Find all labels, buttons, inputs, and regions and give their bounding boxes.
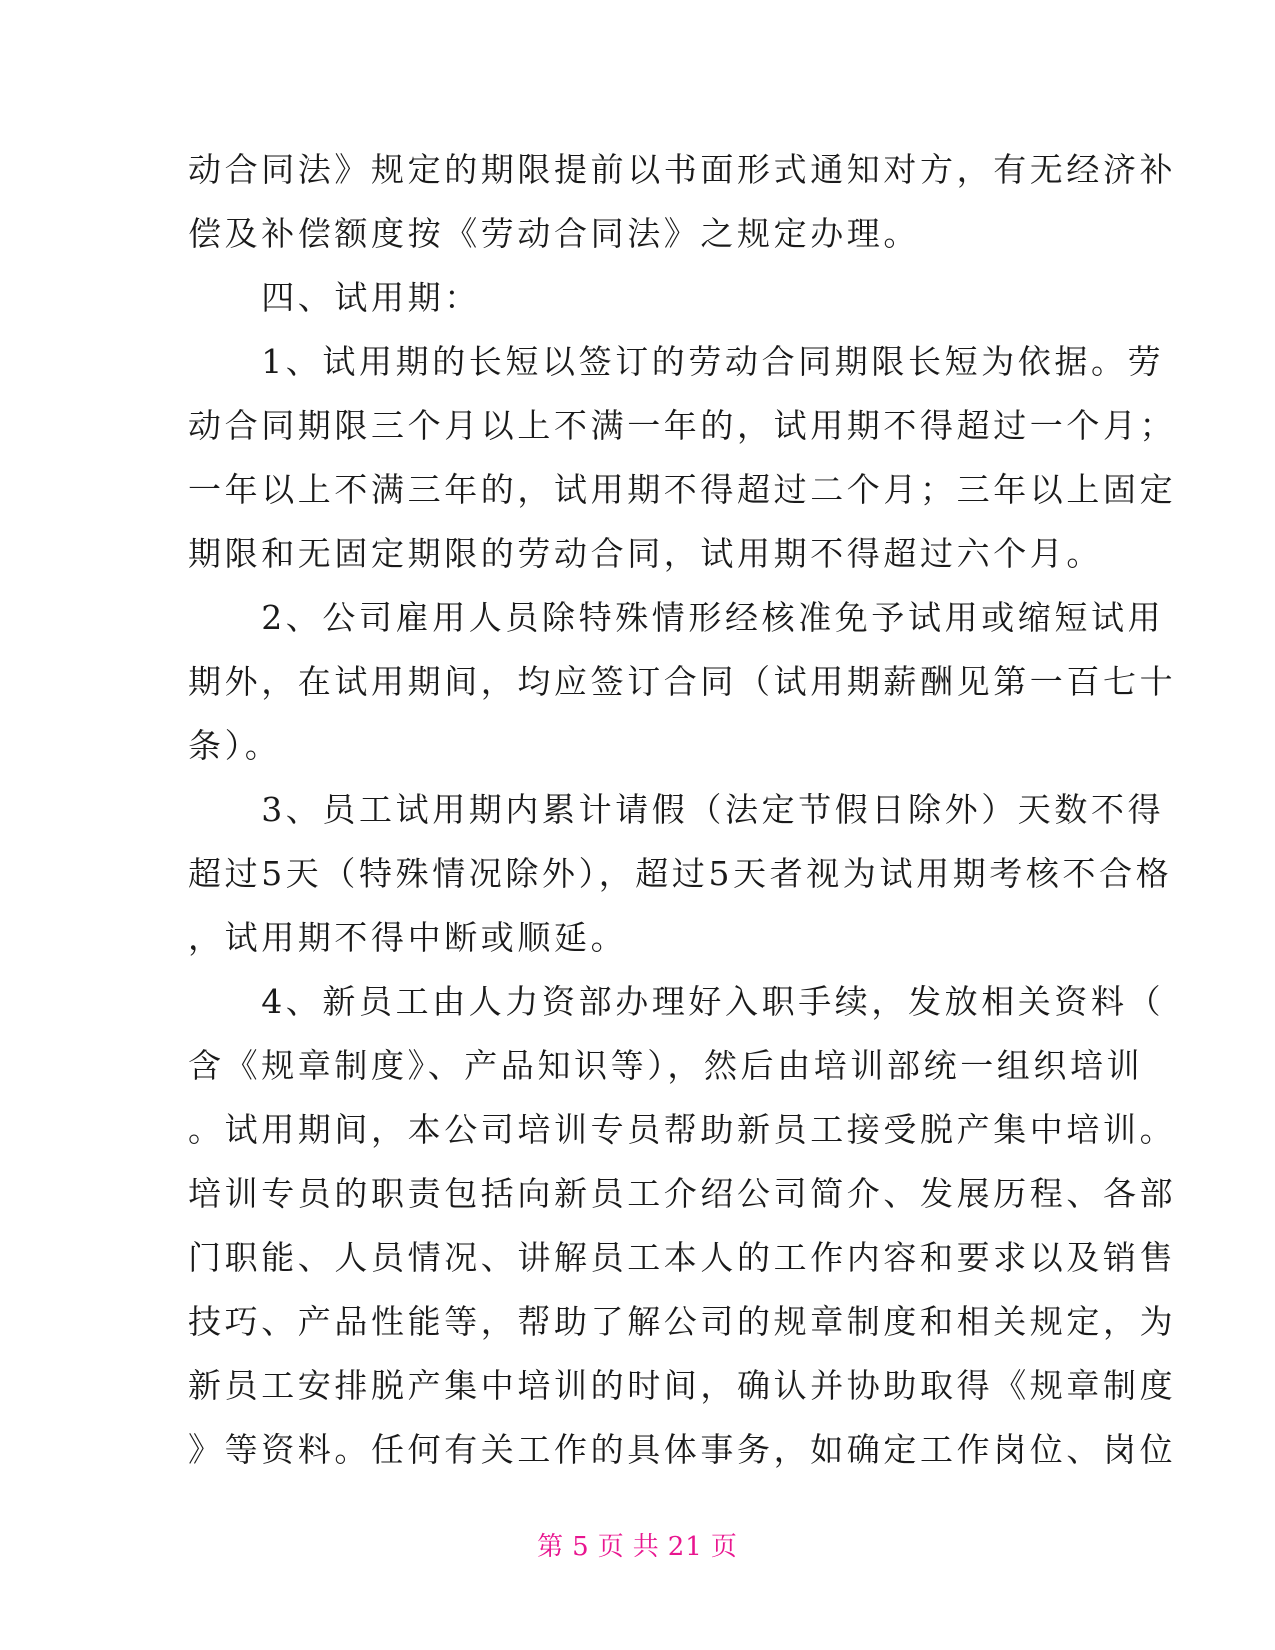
text-line: 动合同法》规定的期限提前以书面形式通知对方，有无经济补 (188, 150, 1177, 189)
text-line: 期外，在试用期间，均应签订合同（试用期薪酬见第一百七十 (188, 662, 1177, 701)
text-line: 一年以上不满三年的，试用期不得超过二个月；三年以上固定 (188, 470, 1177, 509)
text-line: 。试用期间，本公司培训专员帮助新员工接受脱产集中培训。 (188, 1110, 1177, 1149)
text-line: 》等资料。任何有关工作的具体事务，如确定工作岗位、岗位 (188, 1430, 1177, 1469)
text-line: 2、公司雇用人员除特殊情形经核准免予试用或缩短试用 (188, 598, 1165, 637)
text-line: 培训专员的职责包括向新员工介绍公司简介、发展历程、各部 (188, 1174, 1177, 1213)
text-line: 3、员工试用期内累计请假（法定节假日除外）天数不得 (188, 790, 1165, 829)
text-line: ，试用期不得中断或顺延。 (188, 918, 628, 957)
text-line: 超过5天（特殊情况除外），超过5天者视为试用期考核不合格 (188, 854, 1173, 893)
document-body (188, 138, 1177, 1482)
current-page-number: 5 (572, 1532, 590, 1562)
footer-word-ye-end: 页 (710, 1532, 738, 1562)
footer-word-ye: 页 (597, 1532, 625, 1562)
text-line: 新员工安排脱产集中培训的时间，确认并协助取得《规章制度 (188, 1366, 1177, 1405)
text-line: 期限和无固定期限的劳动合同，试用期不得超过六个月。 (188, 534, 1103, 573)
section-heading: 四、试用期： (188, 278, 481, 317)
footer-word-gong: 共 (632, 1532, 660, 1562)
footer-word-di: 第 (537, 1532, 565, 1562)
text-line: 门职能、人员情况、讲解员工本人的工作内容和要求以及销售 (188, 1238, 1177, 1277)
text-line: 技巧、产品性能等，帮助了解公司的规章制度和相关规定，为 (188, 1302, 1177, 1341)
text-line: 含《规章制度》、产品知识等），然后由培训部统一组织培训 (188, 1046, 1144, 1085)
text-line: 4、新员工由人力资部办理好入职手续，发放相关资料（ (188, 982, 1165, 1021)
total-page-count: 21 (667, 1532, 703, 1562)
text-line: 1、试用期的长短以签订的劳动合同期限长短为依据。劳 (188, 342, 1165, 381)
text-line: 条）。 (188, 726, 282, 765)
text-line: 动合同期限三个月以上不满一年的，试用期不得超过一个月； (188, 406, 1177, 445)
text-line: 偿及补偿额度按《劳动合同法》之规定办理。 (188, 214, 920, 253)
page-number-footer (0, 1526, 1275, 1563)
